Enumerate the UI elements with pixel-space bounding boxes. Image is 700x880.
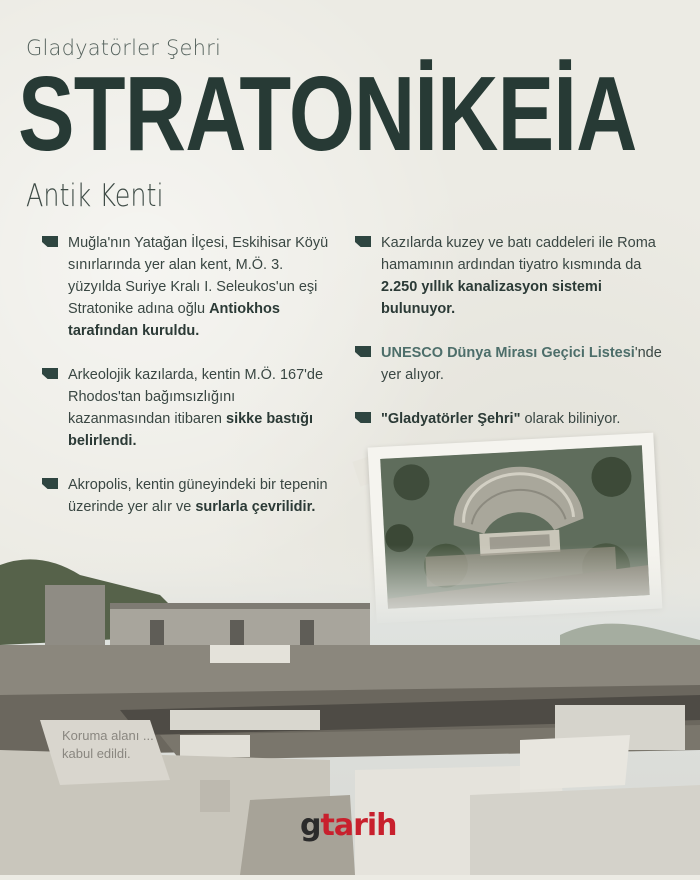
item-bold: sikke bastığı belirlendi. [68, 411, 314, 449]
item-text: Arkeolojik kazılarda, kentin M.Ö. 167'de Rhodos'tan bağımsızlığını kazanmasından itibaren [68, 367, 324, 427]
list-item [42, 364, 337, 452]
list-item [355, 342, 665, 386]
kicker-text: Gladyatörler Şehri [26, 36, 222, 60]
right-column [355, 232, 665, 452]
item-bold: surlarla çevrilidir. [195, 499, 316, 515]
item-text: olarak biliniyor. [520, 411, 621, 427]
item-text: Muğla'nın Yatağan İlçesi, Eskihisar Köyü sınırlarında yer alan kent, M.Ö. 3. yüzyılda Suriye Kralı I. Seleukos'un eşi Stratonike adına oğlu [68, 235, 329, 317]
list-item [42, 474, 337, 518]
list-item [355, 232, 665, 320]
left-column [42, 232, 337, 540]
bullet-icon [355, 412, 371, 423]
item-bold: Antiokhos tarafından kuruldu. [68, 301, 280, 339]
item-bold: "Gladyatörler Şehri" [381, 411, 521, 427]
bullet-icon [355, 346, 371, 357]
item-text: Kazılarda kuzey ve batı caddeleri ile Roma hamamının ardından tiyatro kısmında da [381, 235, 656, 273]
brand-logo [300, 808, 397, 843]
faded-caption: Koruma alanı ... kabul edildi. [62, 728, 154, 761]
item-text: 'nde yer alıyor. [381, 345, 662, 383]
item-text: Akropolis, kentin güneyindeki bir tepenin üzerinde yer alır ve [68, 477, 328, 515]
logo-letter: g [300, 808, 321, 843]
page-subtitle: Antik Kenti [26, 178, 164, 214]
list-item [42, 232, 337, 342]
bullet-icon [42, 478, 58, 489]
item-bold: 2.250 yıllık kanalizasyon sistemi bulunuyor. [381, 279, 602, 317]
page-title: STRATONİKEİA [18, 55, 637, 173]
bullet-icon [42, 236, 58, 247]
bullet-icon [42, 368, 58, 379]
list-item [355, 408, 665, 430]
bullet-icon [355, 236, 371, 247]
item-teal: UNESCO Dünya Mirası Geçici Listesi [381, 345, 635, 361]
logo-word: tarih [320, 808, 397, 843]
